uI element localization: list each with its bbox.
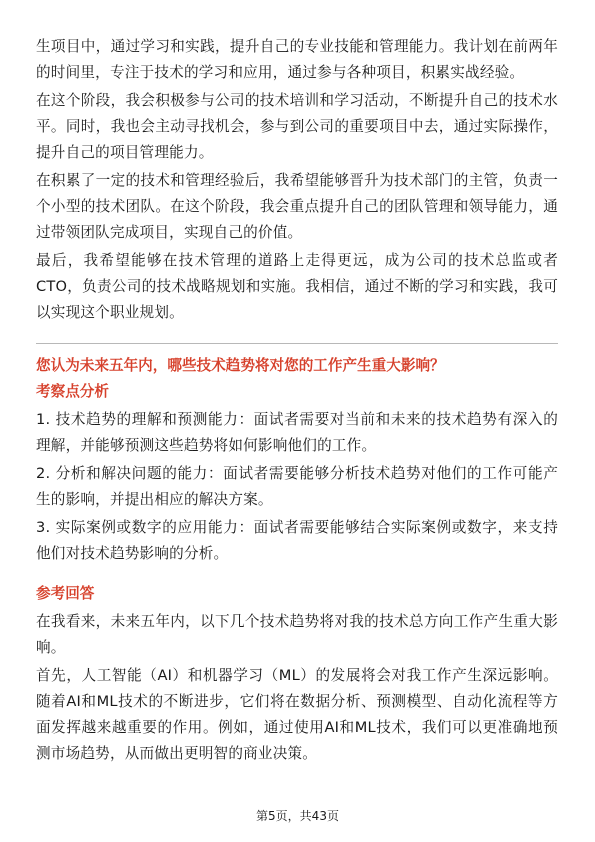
intro-paragraph-3: 在积累了一定的技术和管理经验后，我希望能够晋升为技术部门的主管，负责一个小型的技术团队。在这个阶段，我会重点提升自己的团队管理和领导能力，通过带领团队完成项目，实现自己的价值。 (36, 172, 558, 241)
intro-paragraph-1: 生项目中，通过学习和实践，提升自己的专业技能和管理能力。我计划在前两年的时间里，专注于技术的学习和应用，通过参与各种项目，积累实战经验。 (36, 38, 558, 81)
answer-paragraph-1: 在我看来，未来五年内，以下几个技术趋势将对我的技术总方向工作产生重大影响。 (36, 613, 558, 656)
section-divider (36, 343, 558, 344)
intro-paragraph-4: 最后，我希望能够在技术管理的道路上走得更远，成为公司的技术总监或者CTO，负责公司的技术战略规划和实施。我相信，通过不断的学习和实践，我可以实现这个职业规划。 (36, 252, 558, 321)
analysis-title: 考察点分析 (36, 383, 109, 400)
answer-title: 参考回答 (36, 585, 95, 602)
interview-question: 您认为未来五年内，哪些技术趋势将对您的工作产生重大影响？ (36, 357, 445, 374)
analysis-item-2: 2. 分析和解决问题的能力：面试者需要能够分析技术趋势对他们的工作可能产生的影响，并提出相应的解决方案。 (36, 465, 558, 508)
page-number-footer: 第5页，共43页 (256, 809, 339, 823)
analysis-list (36, 407, 558, 567)
analysis-item-1: 1. 技术趋势的理解和预测能力：面试者需要对当前和未来的技术趋势有深入的理解，并能够预测这些趋势将如何影响他们的工作。 (36, 411, 558, 454)
document-page (36, 34, 558, 769)
intro-section (36, 34, 558, 326)
answer-paragraph-2: 首先，人工智能（AI）和机器学习（ML）的发展将会对我工作产生深远影响。随着AI和ML技术的不断进步，它们将在数据分析、预测模型、自动化流程等方面发挥越来越重要的作用。例如，通过使用AI和ML技术，我们可以更准确地预测市场趋势，从而做出更明智的商业决策。 (36, 667, 558, 762)
intro-paragraph-2: 在这个阶段，我会积极参与公司的技术培训和学习活动，不断提升自己的技术水平。同时，我也会主动寻找机会，参与到公司的重要项目中去，通过实际操作，提升自己的项目管理能力。 (36, 92, 558, 161)
analysis-item-3: 3. 实际案例或数字的应用能力：面试者需要能够结合实际案例或数字，来支持他们对技术趋势影响的分析。 (36, 519, 558, 562)
